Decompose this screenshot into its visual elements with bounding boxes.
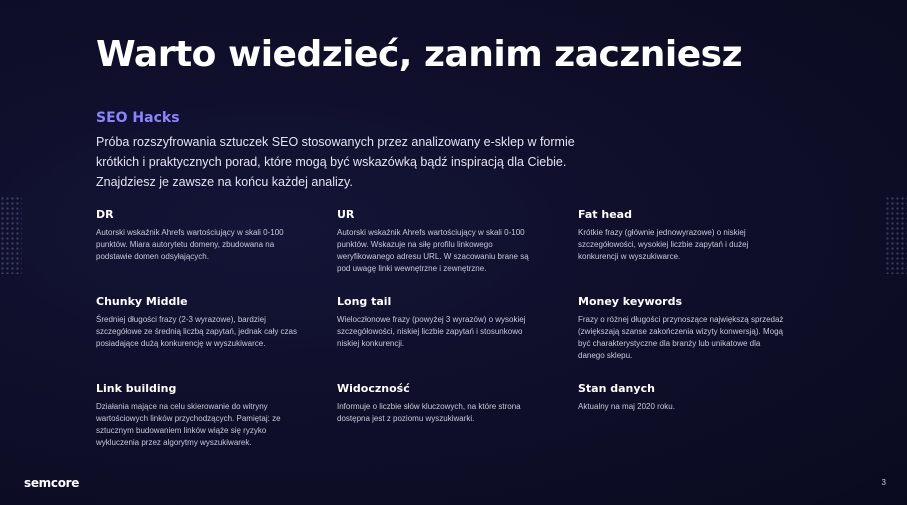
glossary-item-fat-head xyxy=(578,208,816,295)
glossary-item-description: Autorski wskaźnik Ahrefs wartościujący w skali 0-100 punktów. Wskazuje na siłę profilu linkowego weryfikowanego adresu URL. W szacowaniu brane są pod uwagę linki wewnętrzne i zewnętrzne. xyxy=(337,228,529,273)
glossary-item-title: Money keywords xyxy=(578,295,683,308)
glossary-item-dr xyxy=(96,208,337,295)
glossary-item-chunky-middle xyxy=(96,295,337,382)
glossary-item-title: UR xyxy=(337,208,355,221)
semcore-logo: semcore xyxy=(24,476,80,490)
glossary-item-description: Krótkie frazy (głównie jednowyrazowe) o niskiej szczegółowości, wysokiej liczbie zapytań i dużej konkurencji w wyszukiwarce. xyxy=(578,228,749,261)
page-number: 3 xyxy=(881,478,886,487)
glossary-item-title: Widoczność xyxy=(337,382,410,395)
decorative-dot-grid-right xyxy=(885,196,907,274)
glossary-item-description: Działania mające na celu skierowanie do witryny wartościowych linków przychodzących. Pamiętaj: ze sztucznym budowaniem linków wiąże się ryzyko wykluczenia przez algorytmy wyszukiwarek. xyxy=(96,402,281,447)
glossary-item-description: Średniej długości frazy (2-3 wyrazowe), bardziej szczegółowe ze średnią liczbą zapytań, jednak cały czas posiadające dużą konkurencję w wyszukiwarce. xyxy=(96,315,297,348)
glossary-item-ur xyxy=(337,208,578,295)
glossary-item-long-tail xyxy=(337,295,578,382)
decorative-dot-grid-left xyxy=(0,196,22,274)
glossary-item-description: Informuje o liczbie słów kluczowych, na które strona dostępna jest z poziomu wyszukiwarki. xyxy=(337,402,521,423)
glossary-item-title: Link building xyxy=(96,382,177,395)
section-intro: Próba rozszyfrowania sztuczek SEO stosowanych przez analizowany e-sklep w formie krótkich i praktycznych porad, które mogą być wskazówką bądź inspiracją dla Ciebie. Znajdziesz je zawsze na końcu każdej analizy. xyxy=(96,135,575,189)
glossary-item-description: Autorski wskaźnik Ahrefs wartościujący w skali 0-100 punktów. Miara autorytetu domeny, zbudowana na podstawie domen odsyłających. xyxy=(96,228,284,261)
glossary-item-title: DR xyxy=(96,208,114,221)
glossary-item-title: Chunky Middle xyxy=(96,295,188,308)
glossary-item-money-keywords xyxy=(578,295,816,382)
glossary-item-title: Fat head xyxy=(578,208,632,221)
glossary-item-link-building xyxy=(96,382,337,469)
glossary-item-title: Stan danych xyxy=(578,382,655,395)
section-heading: SEO Hacks xyxy=(96,110,180,126)
glossary-item-widocznosc xyxy=(337,382,578,469)
page-title: Warto wiedzieć, zanim zaczniesz xyxy=(96,34,743,75)
glossary-item-title: Long tail xyxy=(337,295,392,308)
glossary-item-description: Wieloczłonowe frazy (powyżej 3 wyrazów) o wysokiej szczegółowości, niskiej liczbie zapytań i stosunkowo niskiej konkurencji. xyxy=(337,315,526,348)
glossary-item-stan-danych xyxy=(578,382,816,469)
glossary-item-description: Frazy o różnej długości przynoszące największą sprzedaż (zwiększają szanse zakończenia wizyty konwersją). Mogą być charakterystyczne dla branży lub unikatowe dla danego sklepu. xyxy=(578,315,784,360)
glossary-grid xyxy=(96,208,816,469)
glossary-item-description: Aktualny na maj 2020 roku. xyxy=(578,402,675,411)
